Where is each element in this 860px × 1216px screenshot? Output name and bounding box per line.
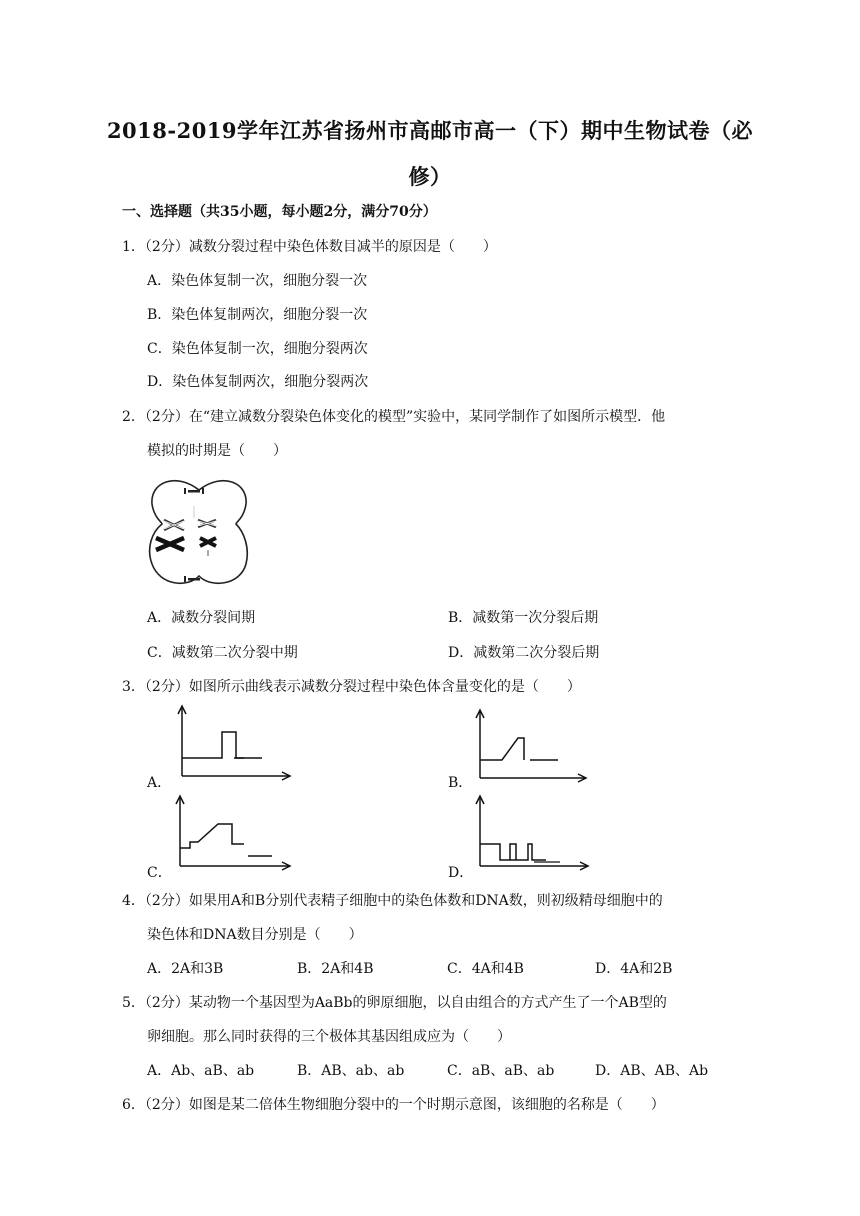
- question-4-option-d: D．4A和2B: [595, 961, 673, 977]
- question-2-option-d: D．减数第二次分裂后期: [448, 645, 600, 661]
- question-3-option-a-label: A．: [147, 775, 172, 791]
- question-1-option-c: C．染色体复制一次，细胞分裂两次: [147, 341, 368, 357]
- question-4-option-a: A．2A和3B: [147, 961, 224, 977]
- question-5-stem-line-1: 5．（2分）某动物一个基因型为AaBb的卵原细胞，以自由组合的方式产生了一个AB型的: [122, 995, 667, 1011]
- question-5-option-d: D．AB、AB、Ab: [595, 1063, 709, 1079]
- question-1-option-b: B．染色体复制两次，细胞分裂一次: [147, 307, 368, 323]
- question-3-option-d-label: D．: [448, 865, 474, 881]
- question-5-option-c: C．aB、aB、ab: [447, 1063, 555, 1079]
- question-2-option-c: C．减数第二次分裂中期: [147, 645, 298, 661]
- question-3-graph-c: [168, 796, 292, 868]
- question-3-stem: 3．（2分）如图所示曲线表示减数分裂过程中染色体含量变化的是（ ）: [122, 679, 581, 695]
- question-4-option-c: C．4A和4B: [447, 961, 524, 977]
- question-3-option-c-label: C．: [147, 865, 172, 881]
- question-4-stem-line-2: 染色体和DNA数目分别是（ ）: [147, 927, 363, 943]
- question-2-stem-line-2: 模拟的时期是（ ）: [147, 443, 287, 459]
- cell-division-model-figure: [148, 474, 250, 590]
- section-heading: 一、选择题（共35小题，每小题2分，满分70分）: [122, 204, 437, 220]
- question-1-option-a: A．染色体复制一次，细胞分裂一次: [147, 273, 368, 289]
- question-5-stem-line-2: 卵细胞。那么同时获得的三个极体其基因组成应为（ ）: [147, 1029, 511, 1045]
- question-3-graph-b: [468, 710, 588, 780]
- question-2-option-b: B．减数第一次分裂后期: [448, 610, 599, 626]
- title-line-2: 修）: [408, 164, 452, 189]
- question-3-option-b-label: B．: [448, 775, 473, 791]
- title-line-1: 2018-2019学年江苏省扬州市高邮市高一（下）期中生物试卷（必: [106, 118, 754, 143]
- question-2-stem-line-1: 2．（2分）在“建立减数分裂染色体变化的模型”实验中，某同学制作了如图所示模型．他: [122, 409, 666, 425]
- question-2-option-a: A．减数分裂间期: [147, 610, 256, 626]
- exam-title: [100, 108, 760, 200]
- question-3-graph-a: [170, 706, 292, 778]
- question-4-stem-line-1: 4．（2分）如果用A和B分别代表精子细胞中的染色体数和DNA数，则初级精母细胞中的: [122, 893, 663, 909]
- question-4-option-b: B．2A和4B: [297, 961, 374, 977]
- question-1-stem: 1．（2分）减数分裂过程中染色体数目减半的原因是（ ）: [122, 239, 497, 255]
- question-6-stem: 6．（2分）如图是某二倍体生物细胞分裂中的一个时期示意图，该细胞的名称是（ ）: [122, 1097, 665, 1113]
- question-5-option-b: B．AB、ab、ab: [297, 1063, 405, 1079]
- question-5-option-a: A．Ab、aB、ab: [147, 1063, 255, 1079]
- question-3-graph-d: [468, 796, 590, 868]
- question-1-option-d: D．染色体复制两次，细胞分裂两次: [147, 374, 369, 390]
